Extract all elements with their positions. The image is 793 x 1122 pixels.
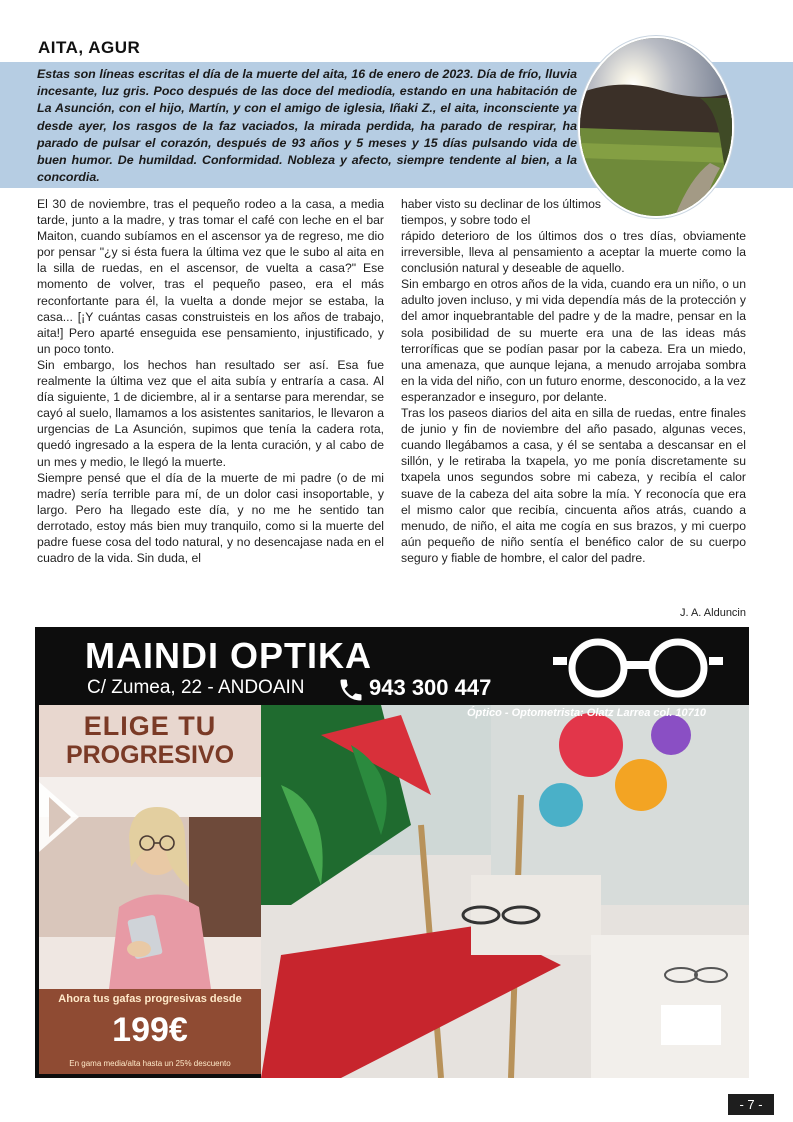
glasses-icon: [553, 637, 723, 699]
store-interior-photo: [261, 705, 749, 1078]
ad-optician: Óptico - Optometrista: Olatz Larrea col. 10710: [467, 707, 707, 719]
promo-heading-line1: ELIGE TU: [83, 711, 217, 741]
paragraph: El 30 de noviembre, tras el pequeño rodeo a la casa, a media tarde, junto a la madre, y tras tomar el café con leche en el bar Maiton, cuando subíamos en el ascensor ya de regreso, me dio por pensar "¿y si ésta fuera la última vez que le subo al aita en la silla de ruedas, en el ascensor, de vuelta a casa?" Ese momento de volver, tras el pequeño paseo, era el más reconfortante para él, la vuelta a donde mejor se estaba, la casa... [¡Y cuántas casas construisteis en los años de trabajo, aita!] Pero aparté enseguida ese pensamiento, injustificado, y un poco tonto.: [37, 197, 384, 356]
page-number: - 7 -: [728, 1094, 774, 1115]
paragraph: rápido deterioro de los últimos dos o tres días, obviamente irreversible, lleva al pensamiento a aceptar la muerte como la conclusión natural y deseable de aquello.: [401, 229, 746, 276]
promo-heading-line2: PROGRESIVO: [65, 741, 235, 769]
paragraph: Siempre pensé que el día de la muerte de mi padre (o de mi madre) sería terrible para mí, de un dolor casi insoportable, y largo. Pero ha llegado este día, y no me he sentido tan derrotado, estoy más bien muy tranquilo, como si la muerte del padre fuese cosa del todo natural, y no desencajase nada en el cuadro de la vida. Sin duda, el: [37, 470, 384, 566]
promo-price-band: [39, 989, 261, 1074]
phone-icon: [337, 676, 365, 704]
article-intro: Estas son líneas escritas el día de la muerte del aita, 16 de enero de 2023. Día de frío, lluvia incesante, luz gris. Poco después de las doce del mediodía, estando en una habitación de La Asunción, con el hijo, Martín, y con el amigo de iglesia, Iñaki Z., el aita, inconsciente ya desde ayer, los rasgos de la faz vaciados, la mirada perdida, ha parado de respirar, ha parado de pulsar el corazón, después de 93 años y 5 meses y 15 días pulsando vida de buen humor. De humildad. Conformidad. Nobleza y afecto, siempre tendente al bien, a la concordia.: [37, 67, 577, 185]
promo-note: En gama media/alta hasta un 25% descuento: [69, 1059, 231, 1068]
optics-advertisement: [35, 627, 749, 1078]
paragraph: Tras los paseos diarios del aita en silla de ruedas, entre finales de junio y fin de noviembre del año pasado, algunas veces, cuando llegábamos a casa, y él se sentaba a descansar en el sillón, y le retiraba la txapela, yo me ponía discretamente su txapela unos segundos sobre mi cabeza, y recibía el calor suave de la cabeza del aita sobre la mía. Y reconocía que era el mismo calor que recibía, cincuenta años atrás, cuando a menudo, de niño, el aita me cogía en sus brazos, y mi cuerpo aún pequeño de niño sentía el benéfico calor de su cuerpo seguro y fiable de hombre, el calor del padre.: [401, 406, 746, 565]
promo-text: Ahora tus gafas progresivas desde: [58, 993, 242, 1005]
right-column-top: [401, 196, 601, 228]
ad-address: C/ Zumea, 22 - ANDOAIN: [87, 677, 305, 698]
promo-price: 199€: [112, 1011, 188, 1049]
article-title: AITA, AGUR: [38, 38, 141, 57]
ad-business-name: MAINDI OPTIKA: [85, 635, 372, 676]
paragraph: Sin embargo, los hechos han resultado ser así. Esa fue realmente la última vez que el aita subía y entraría a casa. Al día siguiente, 1 de diciembre, al ir a sentarse para merendar, se cayó al suelo, llamamos a los asistentes sanitarios, le llevaron a urgencias de La Asunción, supimos que tenía la cadera rota, quedó ingresado a la espera de la lenta curación, y al cabo de un mes y medio, le llegó la muerte.: [37, 357, 384, 469]
article-signature: J. A. Alduncin: [679, 607, 746, 619]
paragraph: Sin embargo en otros años de la vida, cuando era un niño, o un adulto joven incluso, y mi vida dependía más de la protección y del amor inquebrantable del padre y de la madre, pensar en la sola posibilidad de su muerte era una de las ideas más terroríficas que se podían pasar por la cabeza. Era un miedo, una amenaza, que aunque lejana, a menudo arrojaba sombra en la vida del niño, con un futuro enorme, desconocido, a la vez esperanzador e inseguro, por delante.: [401, 277, 746, 404]
woman-with-tablet-illustration: [39, 777, 261, 989]
right-column: [401, 228, 746, 566]
left-column: [37, 196, 384, 566]
ad-phone: 943 300 447: [369, 675, 492, 700]
progressive-lens-promo: [39, 705, 261, 1074]
paragraph: haber visto su declinar de los últimos tiempos, y sobre todo el: [401, 197, 601, 228]
sunset-road-photo: [578, 36, 734, 218]
